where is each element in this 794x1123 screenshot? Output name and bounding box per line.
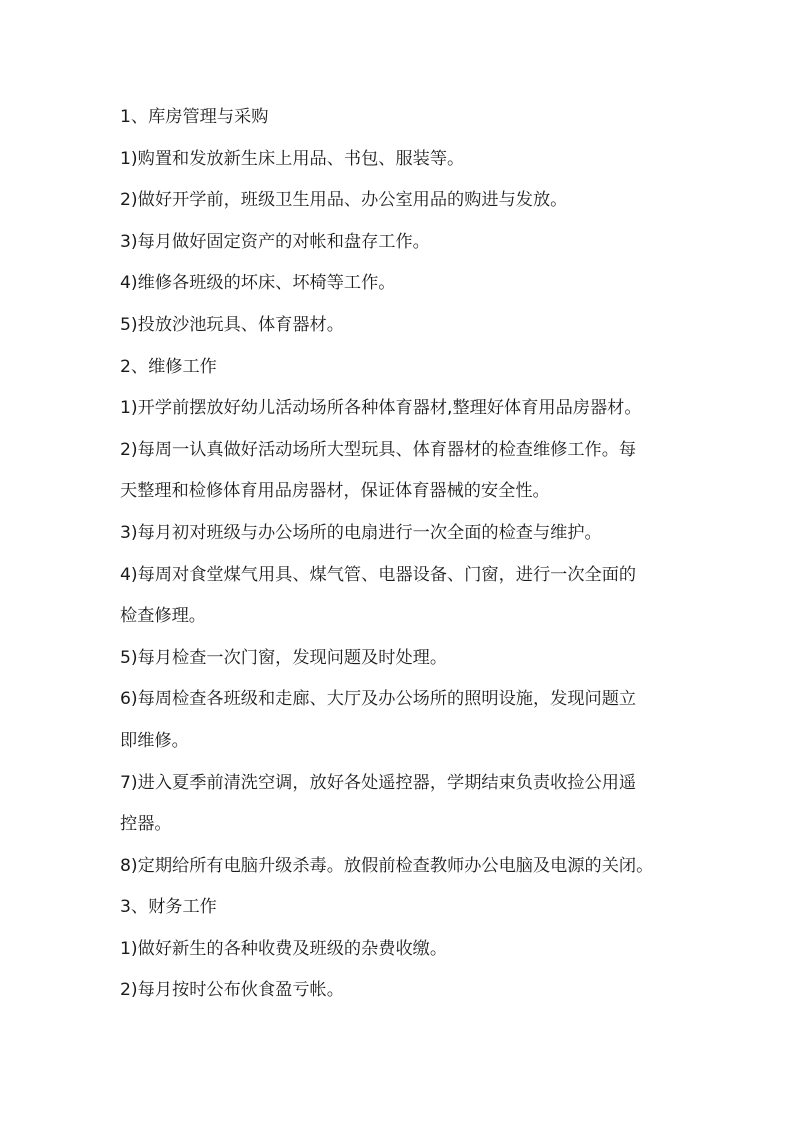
paragraph-line: 4)维修各班级的坏床、坏椅等工作。	[120, 273, 396, 294]
paragraph-line: 控器。	[120, 814, 172, 835]
paragraph-line: 4)每周对食堂煤气用具、煤气管、电器设备、门窗，进行一次全面的	[120, 564, 637, 585]
section-heading-warehouse: 1、库房管理与采购	[120, 107, 269, 127]
paragraph-line: 6)每周检查各班级和走廊、大厅及办公场所的照明设施，发现问题立	[120, 689, 637, 710]
paragraph-line: 8)定期给所有电脑升级杀毒。放假前检查教师办公电脑及电源的关闭。	[120, 855, 654, 876]
paragraph-line: 2)每周一认真做好活动场所大型玩具、体育器材的检查维修工作。每	[120, 439, 637, 460]
paragraph-line: 2)做好开学前，班级卫生用品、办公室用品的购进与发放。	[120, 190, 568, 211]
section-heading-finance: 3、财务工作	[120, 897, 217, 918]
paragraph-line: 天整理和检修体育用品房器材，保证体育器械的安全性。	[120, 481, 550, 502]
paragraph-line: 5)每月检查一次门窗，发现问题及时处理。	[120, 647, 448, 668]
paragraph-line: 即维修。	[120, 730, 189, 751]
paragraph-line: 1)购置和发放新生床上用品、书包、服装等。	[120, 148, 465, 169]
paragraph-line: 7)进入夏季前清洗空调，放好各处遥控器，学期结束负责收捡公用遥	[120, 772, 637, 793]
section-heading-maintenance: 2、维修工作	[120, 356, 217, 377]
paragraph-line: 3)每月初对班级与办公场所的电扇进行一次全面的检查与维护。	[120, 522, 602, 543]
paragraph-line: 3)每月做好固定资产的对帐和盘存工作。	[120, 231, 430, 252]
document-body	[120, 103, 682, 1018]
paragraph-line: 检查修理。	[120, 606, 206, 627]
paragraph-line: 5)投放沙池玩具、体育器材。	[120, 314, 344, 335]
paragraph-line: 1)做好新生的各种收费及班级的杂费收缴。	[120, 938, 448, 959]
paragraph-line: 1)开学前摆放好幼儿活动场所各种体育器材,整理好体育用品房器材。	[120, 398, 642, 419]
paragraph-line: 2)每月按时公布伙食盈亏帐。	[120, 980, 344, 1001]
